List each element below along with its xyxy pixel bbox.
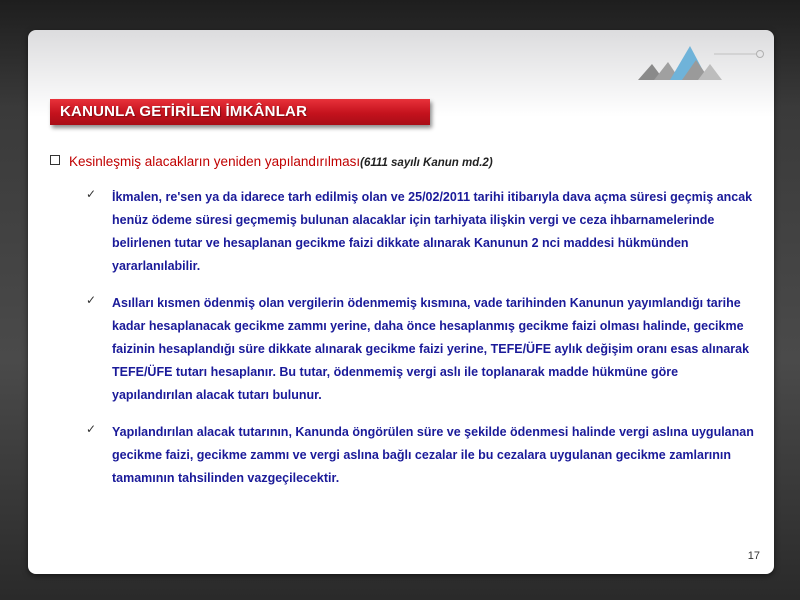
list-item-text: İkmalen, re'sen ya da idarece tarh edilmiş olan ve 25/02/2011 tarihi itibarıyla dava açma süresi geçmiş ancak henüz ödeme süresi geçmemiş bulunan alacaklar için tarhiyata ilişkin vergi ve ceza ihbarnamelerinde belirlenen tutar ve hesaplanan gecikme faizi dikkate alınarak Kanunun 2 nci maddesi hükmünden yararlanılabilir.: [112, 190, 753, 273]
checkmark-icon: ✓: [86, 187, 97, 201]
list-item: [86, 421, 758, 490]
list-item: [86, 186, 758, 278]
slide: [28, 30, 774, 574]
checkmark-icon: ✓: [86, 422, 97, 436]
main-bullet: [50, 154, 750, 169]
page-number: 17: [747, 550, 760, 562]
checkmark-icon: ✓: [86, 293, 97, 307]
list-item-text: Asılları kısmen ödenmiş olan vergilerin ödenmemiş kısmına, vade tarihinden Kanunun yayımlandığı tarihe kadar hesaplanacak gecikme zammı yerine, daha önce hesaplanmış gecikme faizi olması halinde, gecikme faizinin hesaplandığı süre dikkate alınarak gecikme faizi yerine, TEFE/ÜFE aylık değişim oranı esas alınarak TEFE/ÜFE tutarı hesaplanır. Bu tutar, ödenmemiş vergi aslı ile toplanarak madde hükmüne göre yapılandırılan alacak tutarı bulunur.: [112, 296, 750, 402]
title-bar: [50, 99, 430, 125]
company-logo: [638, 38, 768, 84]
slide-title: KANUNLA GETİRİLEN İMKÂNLAR: [60, 103, 308, 120]
list-item-text: Yapılandırılan alacak tutarının, Kanunda öngörülen süre ve şekilde ödenmesi halinde vergi aslına uygulanan gecikme faizi, gecikme zammı ve vergi aslına bağlı cezalar ile bu cezalara uygulanan gecikme zamlarının tamamının tahsilinden vazgeçilecektir.: [112, 425, 754, 485]
bullet-list: [86, 186, 758, 504]
law-reference: (6111 sayılı Kanun md.2): [360, 157, 493, 169]
list-item: [86, 292, 758, 407]
main-bullet-text: Kesinleşmiş alacakların yeniden yapılandırılması: [69, 154, 361, 169]
square-bullet-icon: [50, 155, 60, 165]
